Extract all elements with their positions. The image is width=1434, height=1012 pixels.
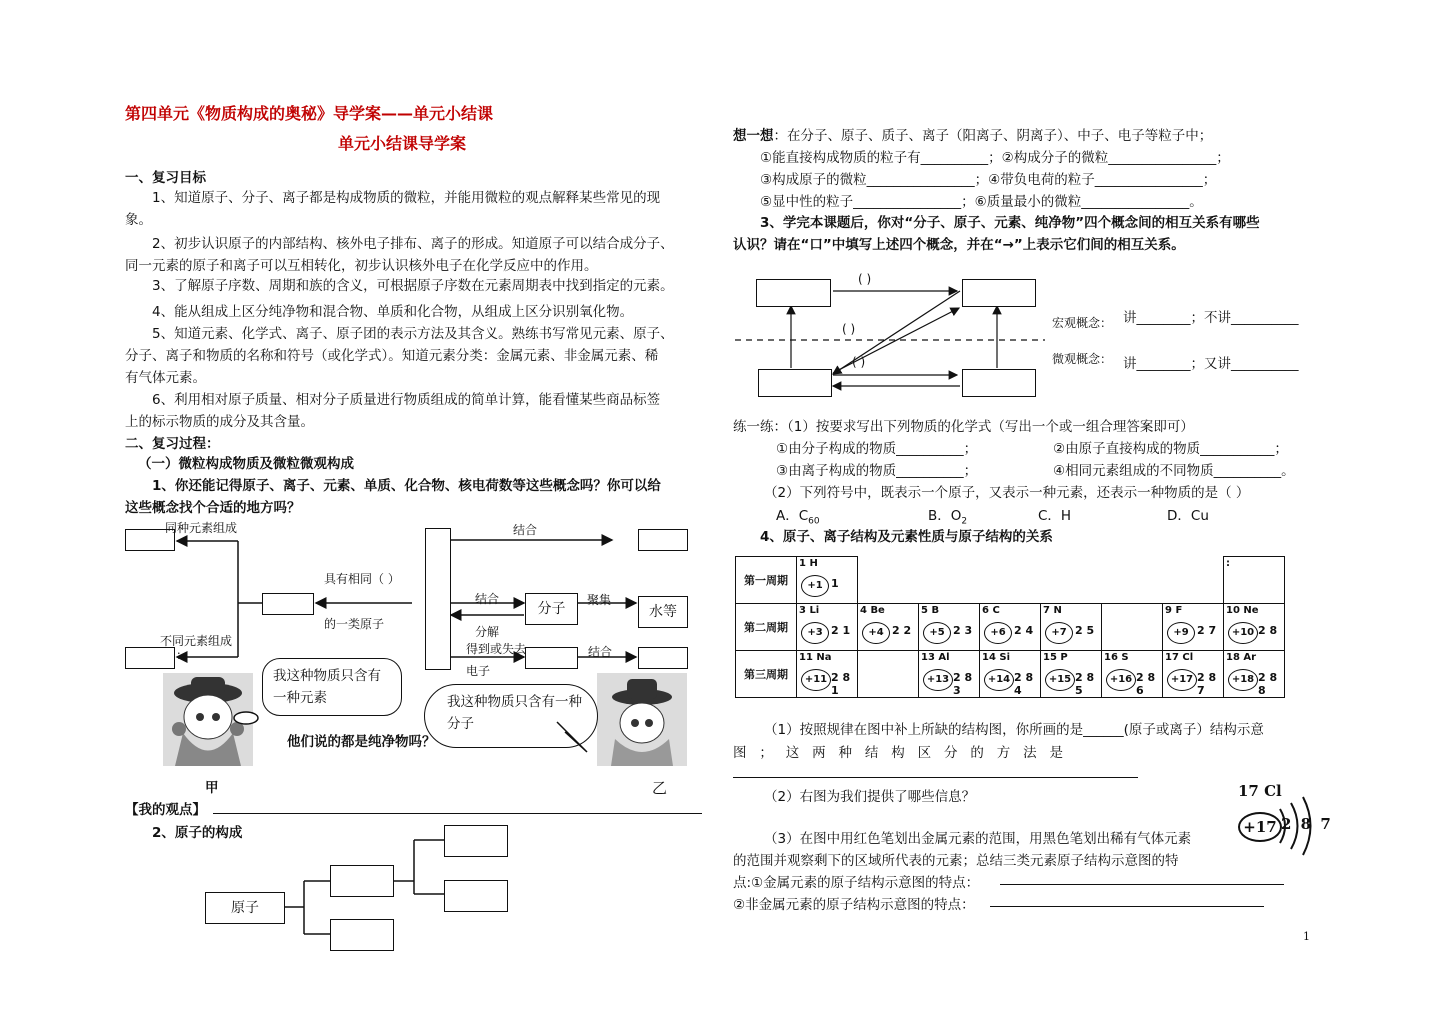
option-a-sub: 60: [808, 516, 820, 527]
atom-child-box-2[interactable]: [330, 919, 394, 951]
element-p: 15 P +15 2 8 5: [1041, 651, 1102, 698]
think-text: ：在分子、原子、质子、离子（阳离子、阴离子）、中子、电子等粒子中；: [773, 128, 1213, 144]
map-box-tall[interactable]: [425, 528, 451, 670]
question-4-2: （2）右图为我们提供了哪些信息？: [764, 789, 976, 805]
doc-subtitle: 单元小结课导学案: [338, 134, 467, 153]
label-same-element: 同种元素组成: [165, 521, 238, 535]
concept-box-bl[interactable]: [758, 369, 832, 397]
macro-answer: 讲________；不讲__________: [1123, 310, 1299, 326]
paren-2: ( ): [842, 322, 856, 336]
concept-box-tr[interactable]: [962, 279, 1036, 307]
subsection-particles: （一）微粒构成物质及微粒微观构成: [138, 456, 354, 472]
goal-5c: 有气体元素。: [125, 370, 206, 386]
label-electron: 电子: [466, 664, 491, 678]
speech-bubble-jia: 我这种物质只含有一种元素: [262, 658, 402, 716]
element-c: 6 C +6 2 4: [980, 604, 1041, 651]
goal-2a: 2、初步认识原子的内部结构、核外电子排布、离子的形成。知道原子可以结合成分子、: [152, 236, 674, 252]
cl-nucleus: +17: [1238, 812, 1282, 842]
element-be: 4 Be +4 2 2: [858, 604, 919, 651]
question-4: 4、原子、离子结构及元素性质与原子结构的关系: [760, 529, 1053, 545]
element-f: 9 F +9 2 7: [1163, 604, 1224, 651]
question-3b: 认识？请在“口”中填写上述四个概念，并在“→”上表示它们间的相互关系。: [733, 237, 1185, 253]
concept-map-lines: [120, 515, 700, 675]
my-view-line[interactable]: [213, 813, 702, 814]
element-li: 3 Li +3 2 1: [797, 604, 858, 651]
cl-label: 17 Cl: [1238, 782, 1282, 800]
goal-6a: 6、利用相对原子质量、相对分子质量进行物质组成的简单计算，能看懂某些商品标签: [152, 392, 661, 408]
element-s: 16 S +16 2 8 6: [1102, 651, 1163, 698]
question-4-3b: 的范围并观察剩下的区域所代表的元素；总结三类元素原子结构示意图的特: [733, 853, 1179, 869]
element-cl: 17 Cl +17 2 8 7: [1163, 651, 1224, 698]
goal-3: 3、了解原子序数、周期和族的含义，可根据原子序数在元素周期表中找到指定的元素。: [152, 278, 674, 294]
label-kind-atom: 的一类原子: [324, 617, 385, 631]
goal-1a: 1、知道原子、分子、离子都是构成物质的微粒，并能用微粒的观点解释某些常见的现: [152, 190, 661, 206]
goal-5a: 5、知道元素、化学式、离子、原子团的表示方法及其含义。熟练书写常见元素、原子、: [152, 326, 674, 342]
element-n: 7 N +7 2 5: [1041, 604, 1102, 651]
think-line: [733, 124, 1212, 144]
concept-box-tl[interactable]: [756, 279, 831, 307]
question-4-3a: （3）在图中用红色笔划出金属元素的范围，用黑色笔划出稀有气体元素: [764, 831, 1192, 847]
girl-yi-icon: [597, 673, 687, 766]
option-b[interactable]: [928, 504, 967, 527]
paren-1: ( ): [858, 272, 872, 286]
map-box-4[interactable]: [638, 529, 688, 551]
answer-line-4-1[interactable]: [733, 777, 1138, 778]
atom-grandchild-box-1[interactable]: [444, 825, 508, 857]
map-box-water: 水等: [638, 596, 688, 628]
page-number: 1: [1303, 930, 1310, 943]
question-4-3c: 点:①金属元素的原子结构示意图的特点：: [733, 875, 980, 891]
label-diff-element-2: ：: [176, 648, 189, 662]
element-na: 11 Na +11 2 8 1: [797, 651, 858, 698]
speech-bubble-yi: 我这种物质只含有一种分子: [424, 684, 598, 748]
question-4-1a: （1）按照规律在图中补上所缺的结构图，你所画的是______(原子或离子）结构示意: [764, 722, 1264, 738]
goal-5b: 分子、离子和物质的名称和符号（或化学式）。知道元素分类：金属元素、非金属元素、稀: [125, 348, 659, 364]
label-diff-element: 不同元素组成: [160, 634, 233, 648]
goal-6b: 上的标示物质的成分及其含量。: [125, 414, 314, 430]
practice-1b: ②由原子直接构成的物质___________；: [1053, 441, 1288, 457]
bubble-tail-yi: [555, 720, 595, 760]
think-item-2: ③构成原子的微粒________________；④带负电荷的粒子________________；: [760, 172, 1217, 188]
option-a-text: A．C: [776, 508, 809, 524]
goal-1b: 象。: [125, 212, 152, 228]
practice-intro: 练一练：（1）按要求写出下列物质的化学式（写出一个或一组合理答案即可）: [733, 419, 1194, 435]
paren-3: ( ): [852, 355, 866, 369]
pure-substance-question: 他们说的都是纯净物吗？: [287, 734, 436, 750]
period-1-label: 第一周期: [736, 557, 797, 604]
label-combine-3: 结合: [588, 645, 613, 659]
answer-line-metal[interactable]: [1000, 884, 1284, 885]
label-jia: 甲: [205, 780, 219, 796]
practice-1a: ①由分子构成的物质__________；: [776, 441, 978, 457]
label-aggregate: 聚集: [587, 593, 612, 607]
label-decompose: 分解: [475, 625, 500, 639]
element-h: 1 H +1 1: [797, 557, 858, 604]
label-combine: 结合: [513, 523, 538, 537]
goal-4: 4、能从组成上区分纯净物和混合物、单质和化合物，从组成上区分识别氧化物。: [152, 304, 634, 320]
section-review-process: 二、复习过程：: [125, 436, 220, 452]
label-combine-2: 结合: [475, 592, 500, 606]
periodic-table: [735, 556, 1285, 698]
section-review-goals: 一、复习目标: [125, 170, 206, 186]
option-c[interactable]: C．H: [1038, 508, 1072, 524]
my-view-label: 【我的观点】: [125, 802, 206, 818]
map-box-molecule: 分子: [525, 593, 578, 625]
option-b-sub: 2: [961, 516, 968, 527]
label-micro: 微观概念：: [1052, 352, 1113, 366]
practice-3: （2）下列符号中，既表示一个原子，又表示一种元素，还表示一种物质的是（ ）: [764, 485, 1250, 501]
atom-child-box-1[interactable]: [330, 865, 394, 897]
map-box-5[interactable]: [638, 647, 688, 669]
doc-title: 第四单元《物质构成的奥秘》导学案——单元小结课: [125, 104, 494, 123]
element-ar: 18 Ar +18 2 8 8: [1224, 651, 1285, 698]
map-box-3[interactable]: [262, 593, 314, 615]
think-item-1: ①能直接构成物质的粒子有__________；②构成分子的微粒________________；: [760, 150, 1230, 166]
question-4-3d: ②非金属元素的原子结构示意图的特点：: [733, 897, 975, 913]
answer-line-nonmetal[interactable]: [990, 906, 1264, 907]
practice-2a: ③由离子构成的物质__________；: [776, 463, 978, 479]
atom-grandchild-box-2[interactable]: [444, 880, 508, 912]
think-label: 想一想: [733, 128, 774, 144]
period-2-label: 第二周期: [736, 604, 797, 651]
bubble-tail-jia: [232, 700, 272, 730]
question-4-1b: 图 ； 这 两 种 结 构 区 分 的 方 法 是: [733, 745, 1063, 761]
element-he-empty[interactable]: :: [1224, 557, 1285, 604]
element-b: 5 B +5 2 3: [919, 604, 980, 651]
option-d[interactable]: D．Cu: [1167, 508, 1209, 524]
micro-answer: 讲________；又讲__________: [1123, 356, 1299, 372]
period-3-label: 第三周期: [736, 651, 797, 698]
label-gain-lose: 得到或失去: [466, 642, 527, 656]
element-mg-empty[interactable]: [858, 651, 919, 698]
cl-shell-numbers: 2 8 7: [1281, 815, 1333, 833]
option-a[interactable]: [776, 504, 820, 527]
question-1a: 1、你还能记得原子、离子、元素、单质、化合物、核电荷数等这些概念吗？你可以给: [152, 478, 661, 494]
map-box-2[interactable]: [125, 647, 175, 669]
period-1-gap: [858, 557, 1224, 604]
question-1b: 这些概念找个合适的地方吗？: [125, 500, 301, 516]
atom-root-box: 原子: [205, 892, 285, 924]
map-box-6[interactable]: [525, 647, 578, 669]
question-3a: 3、学完本课题后，你对“分子、原子、元素、纯净物”四个概念间的相互关系有哪些: [760, 215, 1260, 231]
option-b-text: B．O: [928, 508, 962, 524]
label-yi: 乙: [652, 779, 668, 797]
element-al: 13 Al +13 2 8 3: [919, 651, 980, 698]
label-same-charge: 具有相同（ ）: [324, 572, 400, 586]
think-item-3: ⑤显中性的粒子________________；⑥质量最小的微粒________________。: [760, 194, 1203, 210]
practice-2b: ④相同元素组成的不同物质__________。: [1053, 463, 1295, 479]
element-si: 14 Si +14 2 8 4: [980, 651, 1041, 698]
label-macro: 宏观概念：: [1052, 316, 1113, 330]
element-o-empty[interactable]: [1102, 604, 1163, 651]
concept-box-br[interactable]: [962, 369, 1036, 397]
goal-2b: 同一元素的原子和离子可以互相转化，初步认识核外电子在化学反应中的作用。: [125, 258, 598, 274]
question-2-atom-structure: 2、原子的构成: [152, 825, 243, 841]
girl-yi-avatar: [597, 673, 687, 766]
element-ne: 10 Ne +10 2 8: [1224, 604, 1285, 651]
